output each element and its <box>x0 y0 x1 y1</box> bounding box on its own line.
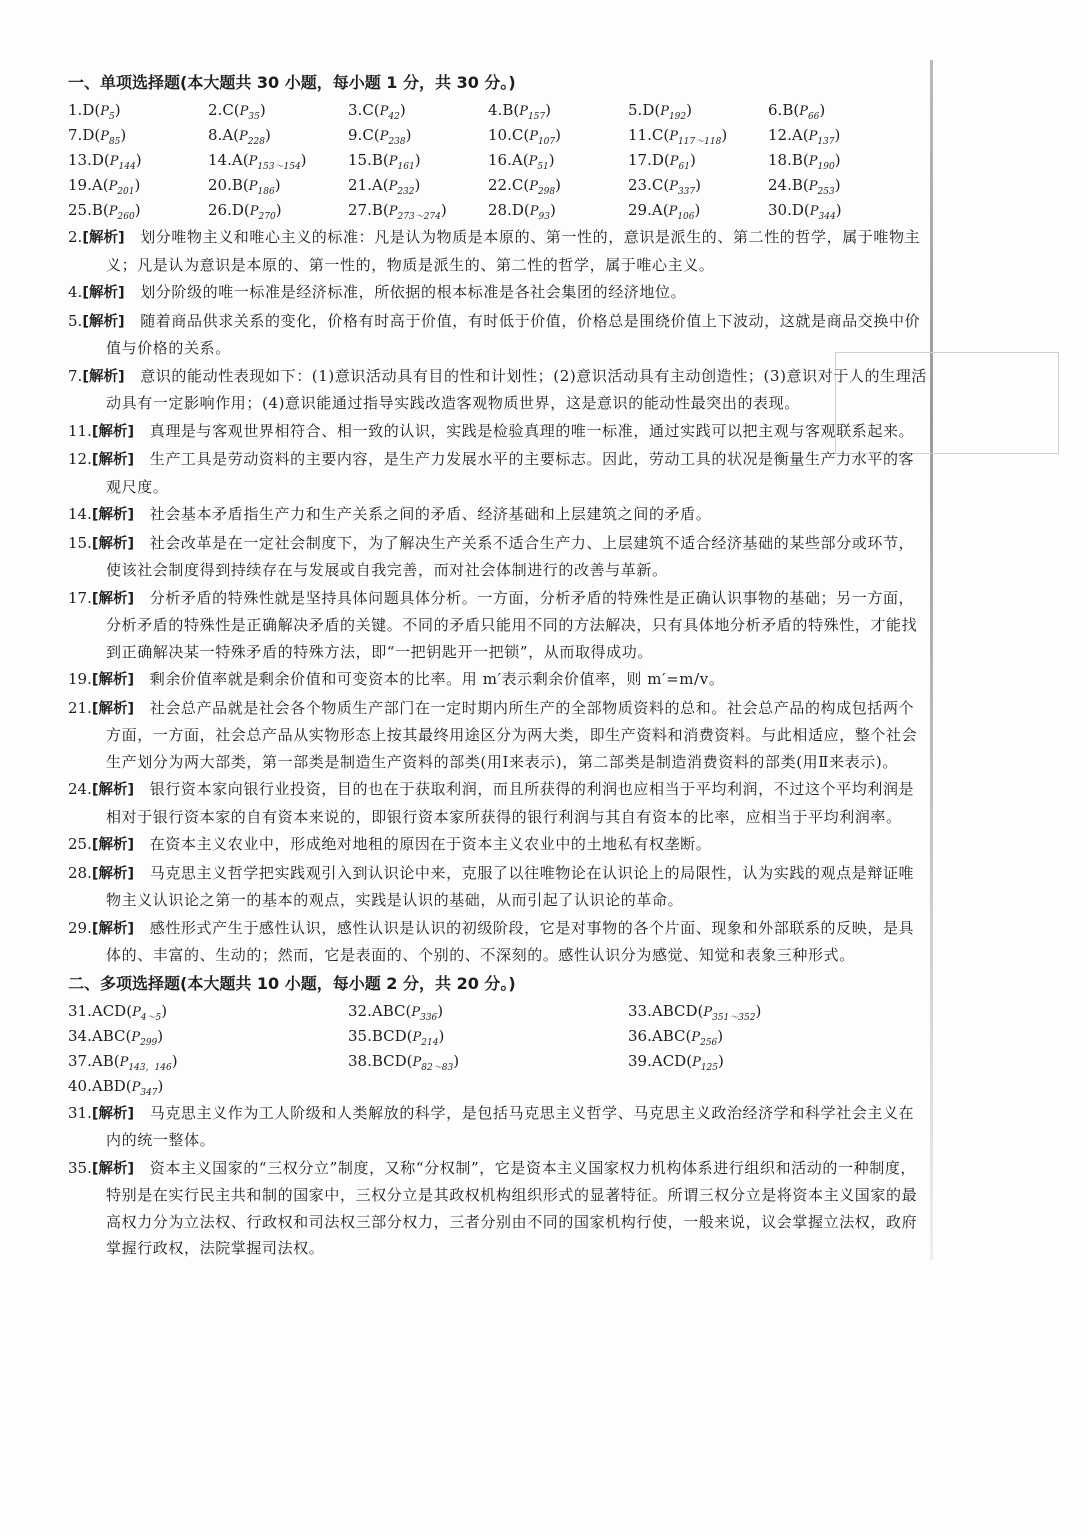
answer-number: 36. <box>628 1026 652 1045</box>
analysis-number: 11. <box>68 421 92 440</box>
answer-choice: A <box>791 126 803 144</box>
page-reference: 35 <box>248 112 260 122</box>
section2-analyses <box>68 1100 928 1262</box>
answer-choice: C <box>511 126 524 144</box>
page-reference: 117～118 <box>677 137 722 147</box>
answer-number: 22. <box>488 176 512 194</box>
analysis-paragraph <box>68 446 928 500</box>
page-reference: 137 <box>817 137 835 147</box>
answer-number: 7. <box>68 126 83 144</box>
page-reference: 61 <box>678 162 690 172</box>
page-reference: 260 <box>117 212 135 222</box>
answer-item: $30.D(P_{344})$ <box>768 201 842 222</box>
answer-number: 14. <box>208 151 232 169</box>
page-reference: 347 <box>140 1087 158 1098</box>
analysis-paragraph <box>68 1155 928 1262</box>
answer-item: $28.D(P_{93})$ <box>488 201 556 222</box>
analysis-paragraph <box>68 585 928 666</box>
answer-choice: B <box>371 151 383 169</box>
answer-item: $4.B(P_{157})$ <box>488 101 551 122</box>
page-reference: 51 <box>537 162 549 172</box>
answer-number: 38. <box>348 1051 372 1070</box>
analysis-paragraph <box>68 363 928 417</box>
answer-number: 17. <box>628 151 652 169</box>
analysis-tag: [解析] <box>91 507 135 523</box>
answer-choice: ABC <box>371 1001 406 1020</box>
answer-choice: BCD <box>371 1051 407 1070</box>
answer-item: $22.C(P_{298})$ <box>488 176 561 197</box>
section1-answer-grid <box>68 98 928 223</box>
analysis-number: 4. <box>68 283 83 301</box>
page-reference: 214 <box>421 1037 439 1048</box>
answer-choice: A <box>371 176 383 194</box>
answer-choice: D <box>791 201 804 219</box>
answer-item: $38.BCD(P_{82\sim 83})$ <box>348 1051 460 1073</box>
analysis-text: 生产工具是劳动资料的主要内容，是生产力发展水平的主要标志。因此，劳动工具的状况是衡量生产力水平的客观尺度。 <box>106 450 915 496</box>
answer-item: $6.B(P_{66})$ <box>768 101 826 122</box>
answer-item: $25.B(P_{260})$ <box>68 201 141 222</box>
analysis-tag: [解析] <box>91 920 135 937</box>
analysis-text: 社会改革是在一定社会制度下，为了解决生产关系不适合生产力、上层建筑不适合经济基础的某些部分或环节，使该社会制度得到持续存在与发展或自我完善，而对社会体制进行的改善与革新。 <box>106 533 915 579</box>
page-reference: 273～274 <box>397 212 441 222</box>
analysis-tag: [解析] <box>82 230 125 246</box>
page-reference: 66 <box>807 112 820 122</box>
answer-number: 39. <box>628 1051 652 1070</box>
answer-choice: B <box>231 176 243 194</box>
answer-item: $5.D(P_{192})$ <box>628 101 692 122</box>
answer-number: 3. <box>348 101 363 119</box>
analysis-text: 划分唯物主义和唯心主义的标准：凡是认为物质是本原的、第一性的，意识是派生的、第二性的哲学，属于唯物主义；凡是认为意识是本原的、第一性的，物质是派生的、第二性的哲学，属于唯心主义。 <box>106 228 921 274</box>
page-reference: 107 <box>537 137 556 147</box>
analysis-paragraph <box>68 915 928 969</box>
answer-number: 32. <box>348 1001 372 1020</box>
answer-choice: ABC <box>651 1026 686 1045</box>
answer-number: 8. <box>208 126 223 144</box>
answer-item: $37.AB(P_{143,146})$ <box>68 1051 178 1073</box>
analysis-number: 12. <box>68 450 92 468</box>
page-reference: 232 <box>397 187 415 197</box>
answer-item: $33.ABCD(P_{351\sim 352})$ <box>628 1001 762 1023</box>
answer-item: $14.A(P_{153\sim 154})$ <box>208 151 307 172</box>
analysis-text: 马克思主义作为工人阶级和人类解放的科学，是包括马克思主义哲学、马克思主义政治经济学和科学社会主义在内的统一整体。 <box>106 1103 915 1149</box>
analysis-paragraph <box>68 776 928 830</box>
analysis-number: 35. <box>68 1158 92 1177</box>
analysis-tag: [解析] <box>91 423 135 440</box>
answer-number: 37. <box>68 1051 92 1070</box>
page-reference: 125 <box>700 1062 718 1073</box>
answer-choice: B <box>791 176 803 194</box>
page-reference: 143，146 <box>128 1062 172 1073</box>
answer-item: $12.A(P_{137})$ <box>768 126 841 147</box>
answer-choice: B <box>782 101 794 119</box>
answer-item: $20.B(P_{186})$ <box>208 176 281 197</box>
analysis-tag: [解析] <box>91 782 135 798</box>
answer-number: 28. <box>488 201 512 219</box>
analysis-text: 随着商品供求关系的变化，价格有时高于价值，有时低于价值，价格总是围绕价值上下波动，这就是商品交换中价值与价格的关系。 <box>106 311 921 357</box>
analysis-text: 马克思主义哲学把实践观引入到认识论中来，克服了以往唯物论在认识论上的局限性，认为实践的观点是辩证唯物主义认识论之第一的基本的观点，实践是认识的基础，从而引起了认识论的革命。 <box>106 863 915 909</box>
analysis-tag: [解析] <box>91 865 135 882</box>
answer-item: $2.C(P_{35})$ <box>208 101 266 122</box>
answer-number: 34. <box>68 1026 92 1045</box>
page-reference: 238 <box>388 137 406 147</box>
analysis-paragraph <box>68 308 928 362</box>
answer-number: 5. <box>628 101 643 119</box>
answer-choice: B <box>371 201 383 219</box>
answer-choice: BCD <box>371 1026 407 1045</box>
answer-number: 40. <box>68 1076 92 1095</box>
analysis-tag: [解析] <box>82 368 125 385</box>
answer-choice: ABCD <box>651 1001 698 1020</box>
analysis-tag: [解析] <box>91 535 135 552</box>
answer-item: $13.D(P_{144})$ <box>68 151 142 172</box>
page-reference: 337 <box>677 187 696 197</box>
answer-choice: A <box>511 151 523 169</box>
answer-choice: D <box>82 101 95 119</box>
page-reference: 298 <box>537 187 556 197</box>
analysis-number: 14. <box>68 505 92 523</box>
answer-item: $21.A(P_{232})$ <box>348 176 421 197</box>
analysis-paragraph <box>68 695 928 776</box>
answer-item: $32.ABC(P_{336})$ <box>348 1001 444 1023</box>
answer-choice: A <box>231 151 243 169</box>
section2-title: 二、多项选择题(本大题共 10 小题，每小题 2 分，共 20 分。) <box>68 973 516 993</box>
section1-title: 一、单项选择题(本大题共 30 小题，每小题 1 分，共 30 分。) <box>68 73 516 92</box>
analysis-text: 在资本主义农业中，形成绝对地租的原因在于资本主义农业中的土地私有权垄断。 <box>149 835 712 853</box>
page-reference: 253 <box>817 187 835 197</box>
answer-item: $18.B(P_{190})$ <box>768 151 841 172</box>
answer-item: $1.D(P_5)$ <box>68 101 121 122</box>
answer-item: $11.C(P_{117\sim 118})$ <box>628 126 728 147</box>
answer-choice: B <box>502 101 514 119</box>
analysis-number: 15. <box>68 533 92 552</box>
analysis-text: 真理是与客观世界相符合、相一致的认识，实践是检验真理的唯一标准，通过实践可以把主观与客观联系起来。 <box>149 421 915 440</box>
answer-item: $35.BCD(P_{214})$ <box>348 1026 445 1048</box>
answer-number: 20. <box>208 176 232 194</box>
answer-item: $23.C(P_{337})$ <box>628 176 701 197</box>
page-reference: 144 <box>118 162 136 172</box>
analysis-paragraph <box>68 831 928 859</box>
answer-number: 1. <box>68 101 83 119</box>
page-reference: 344 <box>818 212 836 222</box>
analysis-text: 社会总产品就是社会各个物质生产部门在一定时期内所生产的全部物质资料的总和。社会总产品的构成包括两个方面，一方面，社会总产品从实物形态上按其最终用途区分为两大类，即生产资料和消费资料。与此相适应，整个社会生产划分为两大部类，第一部类是制造生产资料的部类(用Ⅰ来表示)，第二部类是制造消费资料的部类(用Ⅱ来表示)。 <box>106 698 918 771</box>
answer-choice: ACD <box>651 1051 687 1070</box>
analysis-paragraph <box>68 501 928 529</box>
answer-number: 29. <box>628 201 652 219</box>
analysis-tag: [解析] <box>91 590 135 607</box>
answer-item: $15.B(P_{161})$ <box>348 151 421 172</box>
analysis-paragraph <box>68 666 928 694</box>
analysis-tag: [解析] <box>82 313 125 330</box>
answer-choice: C <box>362 101 374 119</box>
answer-item: $31.ACD(P_{4\sim 5})$ <box>68 1001 168 1023</box>
answer-choice: C <box>651 176 664 194</box>
answer-choice: B <box>91 201 103 219</box>
analysis-paragraph <box>68 224 928 278</box>
analysis-number: 29. <box>68 918 92 937</box>
answer-choice: C <box>511 176 524 194</box>
analysis-tag: [解析] <box>91 452 135 468</box>
analysis-paragraph <box>68 418 928 446</box>
answer-item: $3.C(P_{42})$ <box>348 101 406 122</box>
page-reference: 153～154 <box>257 162 301 172</box>
section2-answer-grid <box>68 999 928 1099</box>
analysis-text: 划分阶级的唯一标准是经济标准，所依据的根本标准是各社会集团的经济地位。 <box>140 283 687 301</box>
answer-number: 35. <box>348 1026 372 1045</box>
page-reference: 201 <box>117 187 135 197</box>
answer-choice: A <box>651 201 663 219</box>
answer-choice: C <box>222 101 234 119</box>
answer-choice: B <box>791 151 803 169</box>
answer-item: $36.ABC(P_{256})$ <box>628 1026 724 1048</box>
analysis-number: 7. <box>68 366 83 385</box>
page-reference: 186 <box>257 187 275 197</box>
answer-choice: A <box>222 126 234 144</box>
page-reference: 42 <box>388 112 400 122</box>
answer-item: $10.C(P_{107})$ <box>488 126 561 147</box>
answer-choice: C <box>651 126 664 144</box>
answer-choice: D <box>511 201 524 219</box>
answer-item: $39.ACD(P_{125})$ <box>628 1051 724 1073</box>
page-reference: 336 <box>420 1012 438 1023</box>
answer-number: 4. <box>488 101 503 119</box>
answer-choice: ACD <box>91 1001 127 1020</box>
answer-number: 15. <box>348 151 372 169</box>
analysis-text: 银行资本家向银行业投资，目的也在于获取利润，而且所获得的利润也应相当于平均利润，不过这个平均利润是相对于银行资本家的自有资本来说的，即银行资本家所获得的银行利润与其自有资本的比率，应相当于平均利润率。 <box>106 780 915 826</box>
answer-number: 10. <box>488 126 512 144</box>
answer-item: $26.D(P_{270})$ <box>208 201 282 222</box>
answer-number: 25. <box>68 201 92 219</box>
answer-choice: A <box>91 176 103 194</box>
page-reference: 270 <box>258 212 276 222</box>
analysis-tag: [解析] <box>91 700 135 717</box>
page-reference: 161 <box>397 162 415 172</box>
analysis-number: 21. <box>68 698 92 717</box>
answer-choice: C <box>362 126 374 144</box>
answer-item: $27.B(P_{273\sim 274})$ <box>348 201 447 222</box>
page-reference: 4～5 <box>140 1012 162 1023</box>
answer-choice: ABC <box>91 1026 126 1045</box>
answer-number: 9. <box>348 126 363 144</box>
answer-item: $24.B(P_{253})$ <box>768 176 841 197</box>
answer-number: 2. <box>208 101 223 119</box>
analysis-paragraph <box>68 1100 928 1154</box>
section1-analyses <box>68 224 928 969</box>
analysis-text: 意识的能动性表现如下：(1)意识活动具有目的性和计划性；(2)意识活动具有主动创造性；(3)意识对于人的生理活动具有一定影响作用；(4)意识能通过指导实践改造客观物质世界，这是意识的能动性最突出的表现。 <box>106 366 927 412</box>
page-reference: 228 <box>247 137 265 147</box>
page-reference: 190 <box>817 162 835 172</box>
analysis-paragraph <box>68 530 928 584</box>
analysis-paragraph <box>68 860 928 914</box>
page-reference: 256 <box>700 1037 718 1048</box>
answer-item: $29.A(P_{106})$ <box>628 201 701 222</box>
answer-number: 26. <box>208 201 232 219</box>
analysis-tag: [解析] <box>91 1105 135 1122</box>
analysis-text: 分析矛盾的特殊性就是坚持具体问题具体分析。一方面，分析矛盾的特殊性是正确认识事物的基础；另一方面，分析矛盾的特殊性是正确解决矛盾的关键。不同的矛盾只能用不同的方法解决，只有具体地分析矛盾的特殊性，才能找到正确解决某一特殊矛盾的特殊方法，即“一把钥匙开一把锁”，从而取得成功。 <box>106 588 918 661</box>
answer-item: $17.D(P_{61})$ <box>628 151 696 172</box>
answer-number: 27. <box>348 201 372 219</box>
answer-item: $7.D(P_{85})$ <box>68 126 127 147</box>
answer-number: 13. <box>68 151 92 169</box>
analysis-text: 感性形式产生于感性认识，感性认识是认识的初级阶段，它是对事物的各个片面、现象和外部联系的反映，是具体的、丰富的、生动的；然而，它是表面的、个别的、不深刻的。感性认识分为感觉、知觉和表象三种形式。 <box>106 918 915 964</box>
analysis-paragraph <box>68 279 928 307</box>
analysis-number: 19. <box>68 670 92 688</box>
page-reference: 106 <box>677 212 695 222</box>
answer-number: 16. <box>488 151 512 169</box>
page-reference: 82～83 <box>421 1062 454 1073</box>
page-reference: 93 <box>538 212 550 222</box>
answer-key-page <box>68 70 928 1263</box>
answer-item: $19.A(P_{201})$ <box>68 176 141 197</box>
answer-choice: AB <box>91 1051 114 1070</box>
answer-choice: D <box>231 201 244 219</box>
answer-number: 18. <box>768 151 792 169</box>
answer-number: 11. <box>628 126 652 144</box>
answer-number: 24. <box>768 176 792 194</box>
answer-choice: D <box>91 151 104 169</box>
answer-number: 33. <box>628 1001 652 1020</box>
answer-item: $9.C(P_{238})$ <box>348 126 412 147</box>
answer-number: 30. <box>768 201 792 219</box>
answer-choice: D <box>82 126 95 144</box>
page-reference: 85 <box>108 137 121 147</box>
analysis-number: 5. <box>68 311 83 330</box>
answer-number: 23. <box>628 176 652 194</box>
analysis-tag: [解析] <box>91 1160 135 1177</box>
answer-number: 31. <box>68 1001 92 1020</box>
analysis-tag: [解析] <box>82 285 125 301</box>
answer-choice: D <box>651 151 664 169</box>
answer-number: 12. <box>768 126 792 144</box>
analysis-number: 24. <box>68 780 92 798</box>
analysis-number: 2. <box>68 228 83 246</box>
scan-page-edge <box>930 60 933 1260</box>
analysis-tag: [解析] <box>91 672 135 688</box>
analysis-number: 17. <box>68 588 92 607</box>
answer-item: $40.ABD(P_{347})$ <box>68 1076 164 1098</box>
analysis-text: 剩余价值率就是剩余价值和可变资本的比率。用 m′表示剩余价值率，则 m′=m/v。 <box>149 670 725 688</box>
answer-number: 21. <box>348 176 372 194</box>
page-reference: 351～352 <box>712 1012 756 1023</box>
analysis-number: 25. <box>68 835 92 853</box>
analysis-text: 资本主义国家的“三权分立”制度，又称“分权制”，它是资本主义国家权力机构体系进行组织和活动的一种制度，特别是在实行民主共和制的国家中，三权分立是其政权机构组织形式的显著特征。所谓三权分立是将资本主义国家的最高权力分为立法权、行政权和司法权三部分权力，三者分别由不同的国家机构行使，一般来说，议会掌握立法权，政府掌握行政权，法院掌握司法权。 <box>106 1158 918 1257</box>
answer-item: $16.A(P_{51})$ <box>488 151 555 172</box>
page-reference: 299 <box>140 1037 158 1048</box>
analysis-text: 社会基本矛盾指生产力和生产关系之间的矛盾、经济基础和上层建筑之间的矛盾。 <box>149 505 712 523</box>
answer-number: 6. <box>768 101 783 119</box>
page-reference: 192 <box>668 112 687 122</box>
analysis-tag: [解析] <box>91 837 135 853</box>
page-reference: 5 <box>108 112 115 122</box>
analysis-number: 31. <box>68 1103 92 1122</box>
analysis-number: 28. <box>68 863 92 882</box>
page-reference: 157 <box>527 112 546 122</box>
answer-choice: ABD <box>91 1076 126 1095</box>
answer-number: 19. <box>68 176 92 194</box>
answer-choice: D <box>642 101 655 119</box>
answer-item: $34.ABC(P_{299})$ <box>68 1026 164 1048</box>
answer-item: $8.A(P_{228})$ <box>208 126 271 147</box>
